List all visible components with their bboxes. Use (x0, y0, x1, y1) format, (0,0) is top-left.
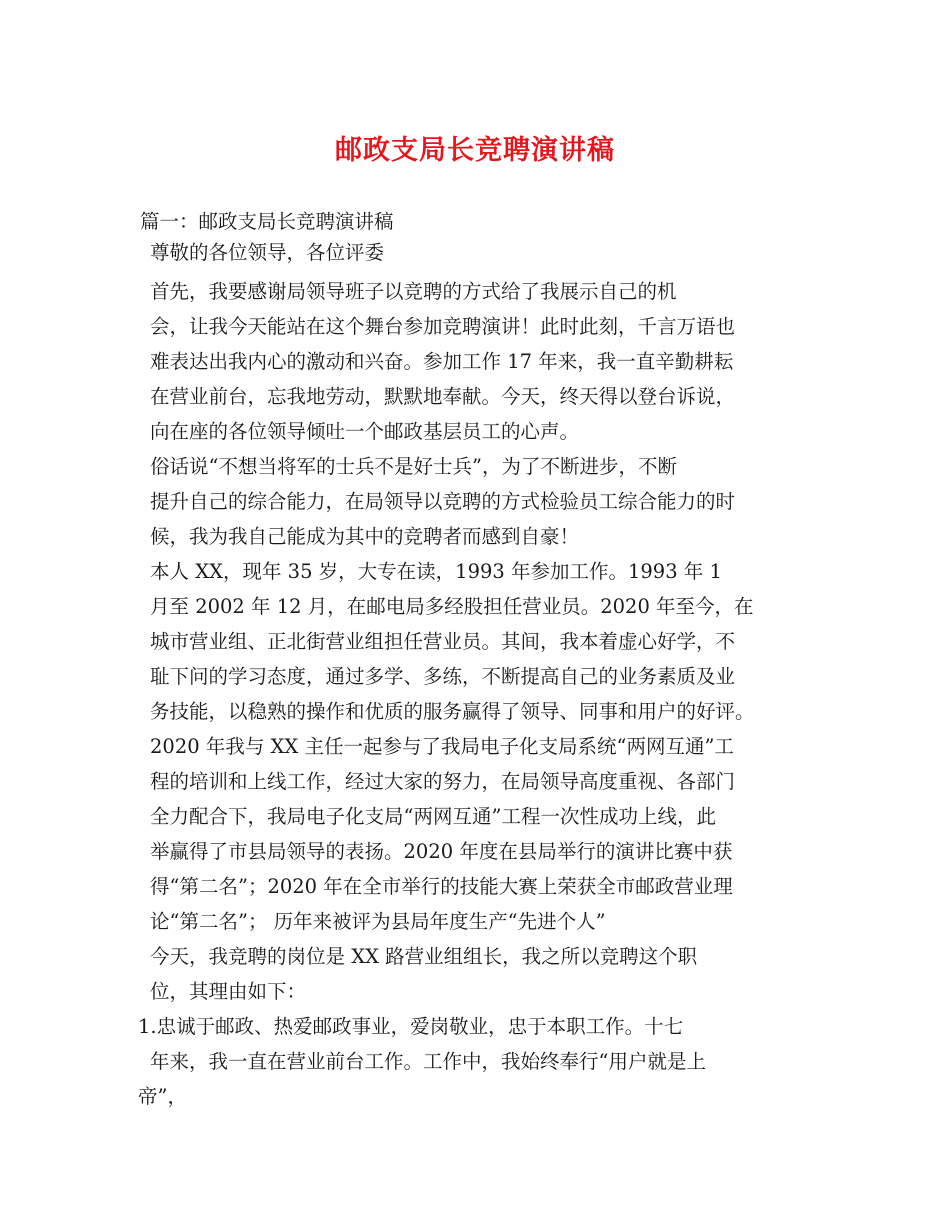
text-line: 俗话说“不想当将军的士兵不是好士兵”，为了不断进步，不断 (150, 455, 677, 478)
text-line: 举赢得了市县局领导的表扬。2020 年度在县局举行的演讲比赛中获 (150, 840, 733, 863)
document-title: 邮政支局长竞聘演讲稿 (335, 135, 615, 166)
text-line: 向在座的各位领导倾吐一个邮政基层员工的心声。 (150, 420, 580, 443)
text-line: 月至 2002 年 12 月，在邮电局多经股担任营业员。2020 年至今，在 (150, 595, 754, 618)
text-line: 务技能，以稳熟的操作和优质的服务赢得了领导、同事和用户的好评。 (150, 700, 755, 723)
text-line: 候，我为我自己能成为其中的竞聘者而感到自豪！ (150, 525, 580, 548)
text-line: 会，让我今天能站在这个舞台参加竞聘演讲！此时此刻，千言万语也 (150, 315, 736, 338)
text-line: 篇一：邮政支局长竞聘演讲稿 (140, 210, 394, 233)
text-line: 位，其理由如下： (150, 980, 307, 1003)
text-line: 今天，我竞聘的岗位是 XX 路营业组组长，我之所以竞聘这个职 (150, 945, 698, 968)
text-line: 程的培训和上线工作，经过大家的努力，在局领导高度重视、各部门 (150, 770, 736, 793)
text-line: 在营业前台，忘我地劳动，默默地奉献。今天，终天得以登台诉说， (150, 385, 736, 408)
text-line: 本人 XX，现年 35 岁，大专在读，1993 年参加工作。1993 年 1 (150, 560, 722, 583)
text-line: 2020 年我与 XX 主任一起参与了我局电子化支局系统“两网互通”工 (150, 735, 734, 758)
text-line: 城市营业组、正北街营业组担任营业员。其间，我本着虚心好学，不 (150, 630, 736, 653)
text-line: 帝”， (138, 1085, 187, 1108)
text-line: 论“第二名”； 历年来被评为县局年度生产“先进个人” (150, 910, 606, 933)
text-line: 全力配合下，我局电子化支局“两网互通”工程一次性成功上线，此 (150, 805, 716, 828)
text-line: 首先，我要感谢局领导班子以竞聘的方式给了我展示自己的机 (150, 280, 677, 303)
text-line: 年来，我一直在营业前台工作。工作中，我始终奉行“用户就是上 (150, 1050, 706, 1073)
text-line: 尊敬的各位领导，各位评委 (150, 241, 385, 264)
text-line: 得“第二名”；2020 年在全市举行的技能大赛上荣获全市邮政营业理 (150, 875, 733, 898)
text-line: 难表达出我内心的激动和兴奋。参加工作 17 年来，我一直辛勤耕耘 (150, 350, 734, 373)
text-line: 1.忠诚于邮政、热爱邮政事业，爱岗敬业，忠于本职工作。十七 (138, 1015, 684, 1038)
text-line: 提升自己的综合能力，在局领导以竞聘的方式检验员工综合能力的时 (150, 490, 736, 513)
text-line: 耻下问的学习态度，通过多学、多练，不断提高自己的业务素质及业 (150, 665, 736, 688)
